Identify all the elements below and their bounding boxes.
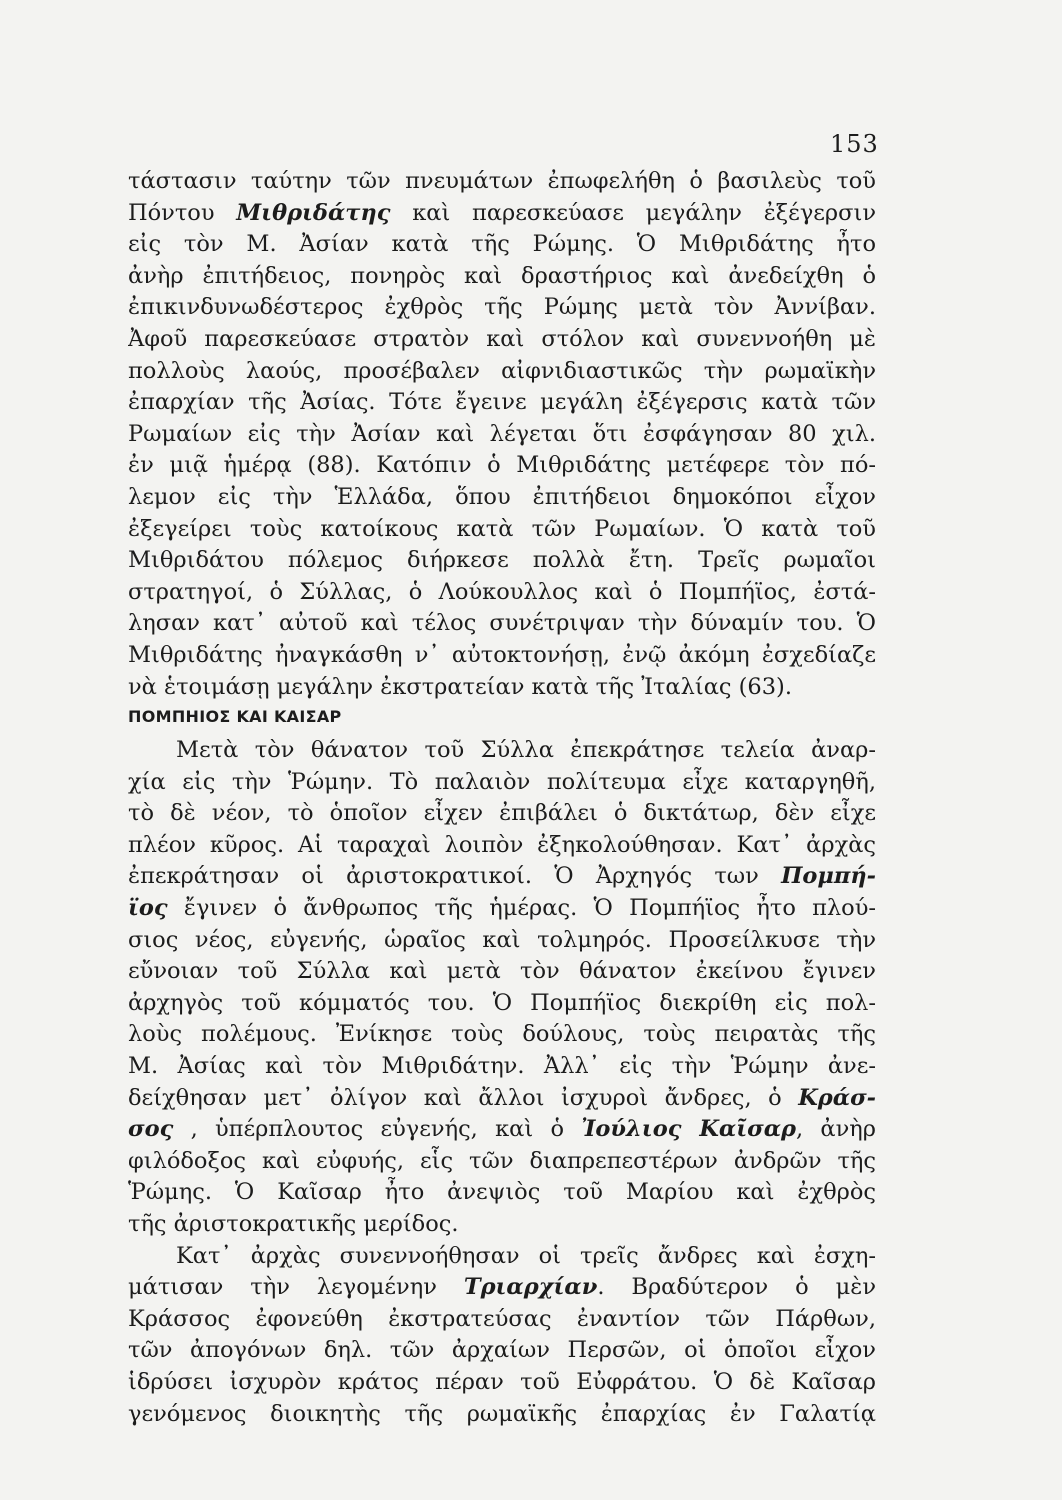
line-text: λοὺς πολέμους. Ἐνίκησε τοὺς δούλους, τοὺς πειρατὰς τῆς bbox=[128, 1021, 876, 1048]
line-text: ἱδρύσει ἰσχυρὸν κράτος πέραν τοῦ Εὐφράτου. Ὁ δὲ Καῖσαρ bbox=[128, 1368, 876, 1395]
page-number: 153 bbox=[830, 130, 879, 158]
line-text: εὔνοιαν τοῦ Σύλλα καὶ μετὰ τὸν θάνατον ἐκείνου ἔγινεν bbox=[128, 958, 876, 985]
text-line bbox=[128, 830, 876, 862]
text-line bbox=[128, 1367, 876, 1399]
text-line bbox=[128, 1272, 876, 1304]
text-line bbox=[128, 608, 876, 640]
line-text: , ἀνὴρ bbox=[795, 1116, 876, 1143]
text-line bbox=[128, 387, 876, 419]
line-text: , ὑπέρπλουτος εὐγενής, καὶ ὁ bbox=[173, 1116, 582, 1143]
line-text: λεμον εἰς τὴν Ἑλλάδα, ὅπου ἐπιτήδειοι δημοκόποι εἶχον bbox=[128, 483, 876, 510]
text-line bbox=[128, 1051, 876, 1083]
line-text: Μετὰ τὸν θάνατον τοῦ Σύλλα ἐπεκράτησε τελεία ἀναρ- bbox=[176, 737, 876, 764]
text-line bbox=[128, 1019, 876, 1051]
line-text: ἐπεκράτησαν οἱ ἀριστοκρατικοί. Ὁ Ἀρχηγός των bbox=[128, 863, 782, 890]
line-text: δείχθησαν μετ᾽ ὀλίγον καὶ ἄλλοι ἰσχυροὶ ἄνδρες, ὁ bbox=[128, 1084, 799, 1111]
line-text: Ῥώμης. Ὁ Καῖσαρ ἦτο ἀνεψιὸς τοῦ Μαρίου καὶ ἐχθρὸς bbox=[128, 1179, 876, 1206]
text-line bbox=[128, 735, 876, 767]
line-text: νὰ ἑτοιμάσῃ μεγάλην ἐκστρατείαν κατὰ τῆς Ἰταλίας (63). bbox=[128, 673, 792, 700]
emphasized-name: Ἰούλιος Καῖσαρ bbox=[581, 1116, 796, 1143]
text-line bbox=[128, 1209, 876, 1241]
text-line bbox=[128, 640, 876, 672]
line-text: καὶ παρεσκεύασε μεγάλην ἐξέγερσιν bbox=[390, 199, 876, 226]
line-text: . Βραδύτερον ὁ μὲν bbox=[597, 1274, 876, 1301]
emphasized-name: σος bbox=[128, 1116, 174, 1143]
text-line bbox=[128, 956, 876, 988]
line-text: ἐν μιᾷ ἡμέρᾳ (88). Κατόπιν ὁ Μιθριδάτης μετέφερε τὸν πό- bbox=[128, 452, 876, 479]
line-text: Μιθριδάτου πόλεμος διήρκεσε πολλὰ ἔτη. Τρεῖς ρωμαῖοι bbox=[128, 547, 876, 574]
line-text: ἔγινεν ὁ ἄνθρωπος τῆς ἡμέρας. Ὁ Πομπήϊος ἦτο πλού- bbox=[167, 895, 876, 922]
text-line bbox=[128, 767, 876, 799]
text-line bbox=[128, 1146, 876, 1178]
line-text: γενόμενος διοικητὴς τῆς ρωμαϊκῆς ἐπαρχίας ἐν Γαλατίᾳ bbox=[128, 1400, 876, 1427]
text-line bbox=[128, 1335, 876, 1367]
paragraph-mithridates bbox=[128, 166, 876, 703]
line-text: Κατ᾽ ἀρχὰς συνεννοήθησαν οἱ τρεῖς ἄνδρες καὶ ἐσχη- bbox=[176, 1242, 876, 1269]
text-line bbox=[128, 419, 876, 451]
line-text: μάτισαν τὴν λεγομένην bbox=[128, 1274, 464, 1301]
line-text: τῆς ἀριστοκρατικῆς μερίδος. bbox=[128, 1211, 459, 1237]
line-text: Κράσσος ἐφονεύθη ἐκστρατεύσας ἐναντίον τῶν Πάρθων, bbox=[128, 1305, 876, 1332]
line-text: Ρωμαίων εἰς τὴν Ἀσίαν καὶ λέγεται ὅτι ἐσφάγησαν 80 χιλ. bbox=[128, 420, 876, 447]
text-line bbox=[128, 672, 876, 704]
line-text: Μ. Ἀσίας καὶ τὸν Μιθριδάτην. Ἀλλ᾽ εἰς τὴν Ῥώμην ἀνε- bbox=[128, 1053, 876, 1080]
text-line bbox=[128, 261, 876, 293]
text-line bbox=[128, 893, 876, 925]
text-line bbox=[128, 798, 876, 830]
line-text: σιος νέος, εὐγενής, ὡραῖος καὶ τολμηρός. Προσείλκυσε τὴν bbox=[128, 926, 876, 953]
text-line bbox=[128, 450, 876, 482]
emphasized-name: ϊος bbox=[128, 895, 168, 922]
line-text: ἀνὴρ ἐπιτήδειος, πονηρὸς καὶ δραστήριος καὶ ἀνεδείχθη ὁ bbox=[128, 262, 876, 289]
text-line bbox=[128, 1114, 876, 1146]
text-block bbox=[128, 166, 876, 1430]
text-line bbox=[128, 166, 876, 198]
text-line bbox=[128, 925, 876, 957]
line-text: ἐπικινδυνωδέστερος ἐχθρὸς τῆς Ρώμης μετὰ τὸν Ἀννίβαν. bbox=[128, 294, 876, 321]
text-line bbox=[128, 324, 876, 356]
line-text: Πόντου bbox=[128, 199, 237, 226]
line-text: λησαν κατ᾽ αὐτοῦ καὶ τέλος συνέτριψαν τὴν δύναμίν του. Ὁ bbox=[128, 610, 876, 637]
text-line bbox=[128, 198, 876, 230]
text-line bbox=[128, 577, 876, 609]
emphasized-name: Πομπή- bbox=[781, 863, 876, 890]
text-line bbox=[128, 1177, 876, 1209]
line-text: πλέον κῦρος. Αἱ ταραχαὶ λοιπὸν ἐξηκολούθησαν. Κατ᾽ ἀρχὰς bbox=[128, 831, 876, 858]
text-line bbox=[128, 861, 876, 893]
line-text: τῶν ἀπογόνων δηλ. τῶν ἀρχαίων Περσῶν, οἱ ὁποῖοι εἶχον bbox=[128, 1337, 876, 1364]
line-text: πολλοὺς λαούς, προσέβαλεν αἰφνιδιαστικῶς τὴν ρωμαϊκὴν bbox=[128, 357, 876, 384]
line-text: Ἀφοῦ παρεσκεύασε στρατὸν καὶ στόλον καὶ συνεννοήθη μὲ bbox=[128, 325, 876, 352]
text-line bbox=[128, 1399, 876, 1431]
line-text: φιλόδοξος καὶ εὐφυής, εἷς τῶν διαπρεπεστέρων ἀνδρῶν τῆς bbox=[128, 1147, 876, 1174]
line-text: ἐπαρχίαν τῆς Ἀσίας. Τότε ἔγεινε μεγάλη ἐξέγερσις κατὰ τῶν bbox=[128, 389, 876, 416]
text-line bbox=[128, 356, 876, 388]
text-line bbox=[128, 1241, 876, 1273]
line-text: τάστασιν ταύτην τῶν πνευμάτων ἐπωφελήθη ὁ βασιλεὺς τοῦ bbox=[128, 168, 876, 194]
line-text: εἰς τὸν Μ. Ἀσίαν κατὰ τῆς Ρώμης. Ὁ Μιθριδάτης ἦτο bbox=[128, 231, 876, 258]
line-text: χία εἰς τὴν Ῥώμην. Τὸ παλαιὸν πολίτευμα εἶχε καταργηθῆ, bbox=[128, 768, 876, 795]
line-text: ἐξεγείρει τοὺς κατοίκους κατὰ τῶν Ρωμαίων. Ὁ κατὰ τοῦ bbox=[128, 515, 876, 542]
text-line bbox=[128, 988, 876, 1020]
text-line bbox=[128, 229, 876, 261]
text-line bbox=[128, 514, 876, 546]
line-text: Μιθριδάτης ἠναγκάσθη ν᾽ αὐτοκτονήσῃ, ἐνῷ ἀκόμη ἐσχεδίαζε bbox=[128, 641, 876, 668]
text-line bbox=[128, 292, 876, 324]
line-text: στρατηγοί, ὁ Σύλλας, ὁ Λούκουλλος καὶ ὁ Πομπήϊος, ἐστά- bbox=[128, 578, 876, 605]
line-text: ἀρχηγὸς τοῦ κόμματός του. Ὁ Πομπήϊος διεκρίθη εἰς πολ- bbox=[128, 989, 876, 1016]
section-heading: ΠΟΜΠΗΙΟΣ ΚΑΙ ΚΑΙΣΑΡ bbox=[128, 707, 342, 727]
text-line bbox=[128, 1304, 876, 1336]
emphasized-name: Μιθριδάτης bbox=[236, 199, 391, 226]
text-line bbox=[128, 482, 876, 514]
text-line bbox=[128, 1083, 876, 1115]
paragraph-pompey bbox=[128, 735, 876, 1241]
emphasized-name: Κράσ- bbox=[798, 1084, 876, 1111]
paragraph-triumvirate bbox=[128, 1241, 876, 1431]
emphasized-name: Τριαρχίαν bbox=[463, 1274, 598, 1301]
line-text: τὸ δὲ νέον, τὸ ὁποῖον εἶχεν ἐπιβάλει ὁ δικτάτωρ, δὲν εἶχε bbox=[128, 800, 876, 827]
text-line bbox=[128, 545, 876, 577]
